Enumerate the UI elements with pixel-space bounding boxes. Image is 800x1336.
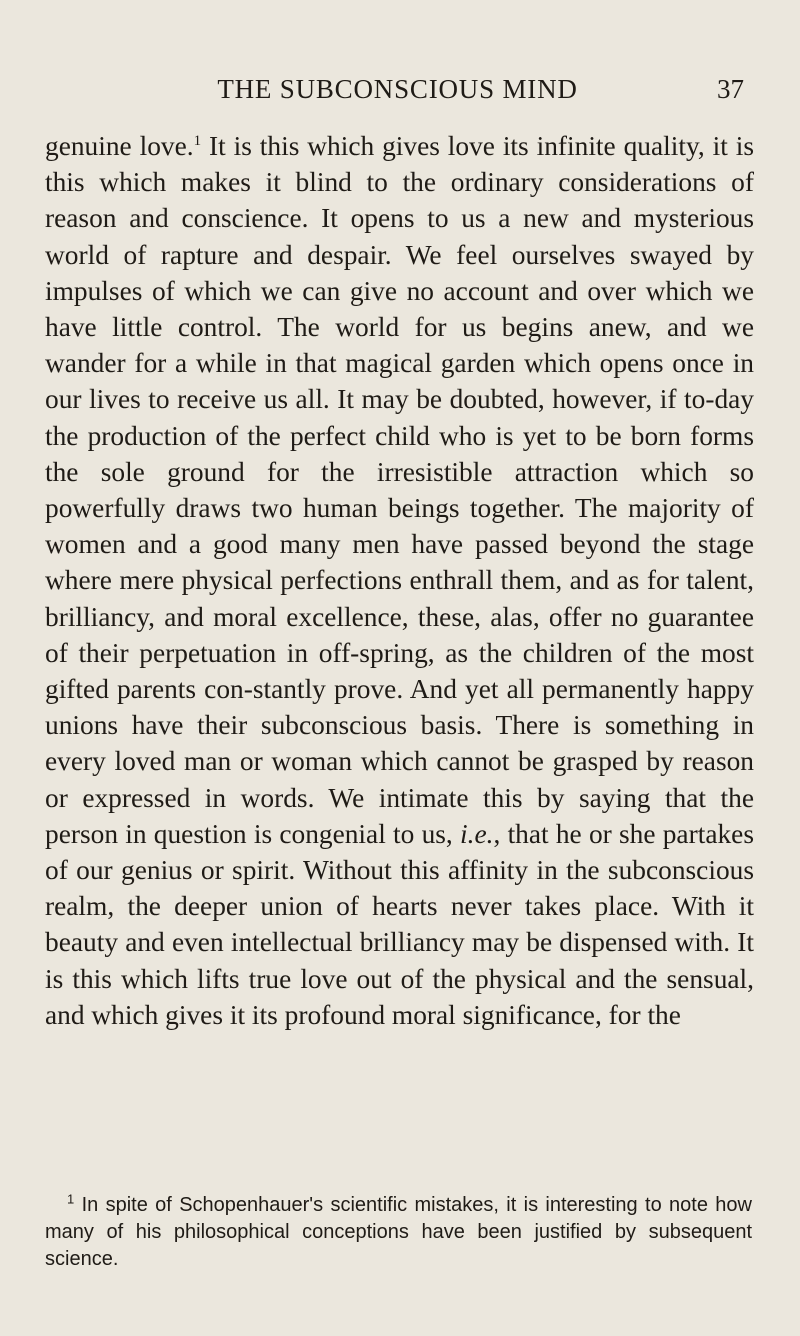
body-text-start: genuine love. bbox=[45, 131, 194, 161]
footnote-reference: 1 bbox=[193, 132, 202, 149]
running-head bbox=[45, 74, 750, 114]
body-paragraph bbox=[45, 128, 754, 1033]
body-text-end: , that he or she partakes of our genius or spirit. Without this affinity in the subconscious realm, the deeper union of hearts never takes place. With it beauty and even intellectual brilliancy may be dispensed with. It is this which lifts true love out of the physical and the sensual, and which gives it its profound moral significance, for the bbox=[45, 818, 754, 1030]
footnote-marker: 1 bbox=[67, 1191, 75, 1207]
running-title: THE SUBCONSCIOUS MIND bbox=[217, 74, 578, 104]
body-text bbox=[45, 128, 754, 1033]
body-text-middle: It is this which gives love its infinite quality, it is this which makes it blind to the ordinary considerations of reason and conscience. It opens to us a new and mysterious world of rapture and despair. We feel ourselves swayed by impulses of which we can give no account and over which we have little control. The world for us begins anew, and we wander for a while in that magical garden which opens once in our lives to receive us all. It may be doubted, however, if to-day the production of the perfect child who is yet to be born forms the sole ground for the irresistible attraction which so powerfully draws two human beings together. The majority of women and a good many men have passed beyond the stage where mere physical perfections enthrall them, and as for talent, brilliancy, and moral excellence, these, alas, offer no guarantee of their perpetuation in off-spring, as the children of the most gifted parents con-stantly prove. And yet all permanently happy unions have their subconscious basis. There is something in every loved man or woman which cannot be grasped by reason or expressed in words. We intimate this by saying that the person in question is congenial to us, bbox=[45, 131, 755, 849]
footnote-text: In spite of Schopenhauer's scientific mistakes, it is interesting to note how many of his philosophical conceptions have been justified by subsequent science. bbox=[45, 1194, 752, 1270]
footnote bbox=[45, 1192, 752, 1273]
italic-abbreviation: i.e. bbox=[460, 818, 494, 849]
page-number: 37 bbox=[717, 74, 744, 104]
